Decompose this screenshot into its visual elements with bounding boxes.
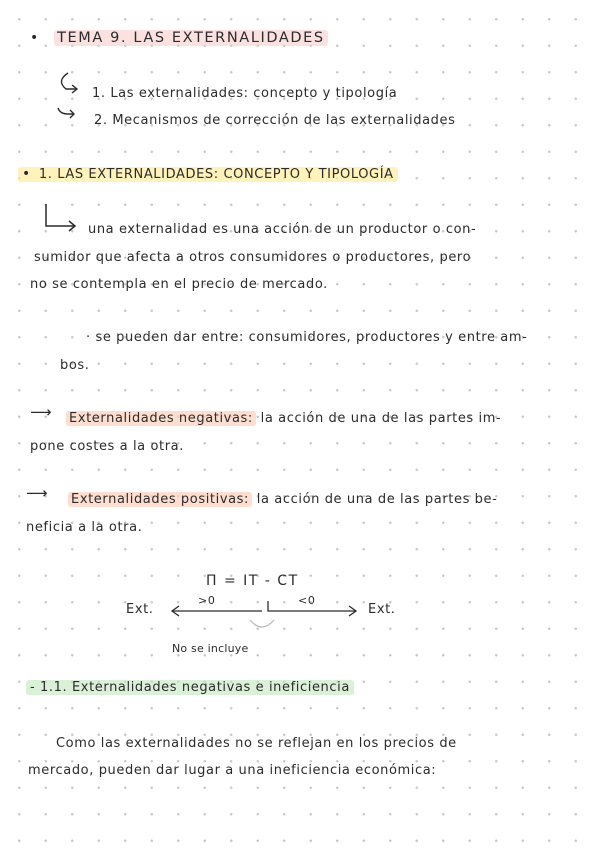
formula-right-sign: <0 [298,594,316,607]
positive-rest: la acción de una de las partes be- [256,492,498,507]
subsection-heading: - 1.1. Externalidades negativas e ineficiencia [26,680,354,695]
index-item-2: 2. Mecanismos de corrección de las externalidades [94,113,456,128]
formula-note: No se incluye [172,642,249,655]
negative-term: Externalidades negativas: [66,411,256,426]
index-item-1: 1. Las externalidades: concepto y tipología [92,86,398,101]
negative-rest: la acción de una de las partes im- [260,411,502,426]
section-heading [18,167,398,182]
positive-arrow-icon: ⟶ [26,484,49,502]
section-bullet: • [22,166,31,182]
profit-formula: Π = IT - CT [206,573,299,589]
note-line-2: bos. [60,358,90,373]
section-heading-line [18,166,398,182]
formula-left-sign: >0 [198,594,216,607]
definition-line-1: una externalidad es una acción de un productor o con- [88,222,477,237]
note-line-1: · se pueden dar entre: consumidores, productores y entre am- [86,330,528,345]
title-bullet: • [30,30,40,46]
closing-line-2: mercado, pueden dar lugar a una ineficiencia económica: [28,763,437,778]
definition-line-3: no se contempla en el precio de mercado. [30,277,328,292]
l-arrow-icon [46,204,74,226]
definition-line-2: sumidor que afecta a otros consumidores o productores, pero [34,250,472,265]
page-title: TEMA 9. LAS EXTERNALIDADES [54,30,328,46]
negative-arrow-icon: ⟶ [30,403,53,421]
formula-right-label: Ext. [368,602,396,617]
closing-line-1: Como las externalidades no se reflejan en los precios de [56,736,457,751]
negative-line-2: pone costes a la otra. [30,439,184,454]
negative-line-1 [66,411,501,426]
subsection-heading-line [26,680,354,695]
brace-mark [250,620,274,627]
positive-line-1 [68,492,497,507]
formula-left-label: Ext. [126,602,154,617]
positive-line-2: neficia a la otra. [26,520,143,535]
section-heading-text: 1. LAS EXTERNALIDADES: CONCEPTO Y TIPOLOGÍA [38,167,394,182]
positive-term: Externalidades positivas: [68,492,252,507]
